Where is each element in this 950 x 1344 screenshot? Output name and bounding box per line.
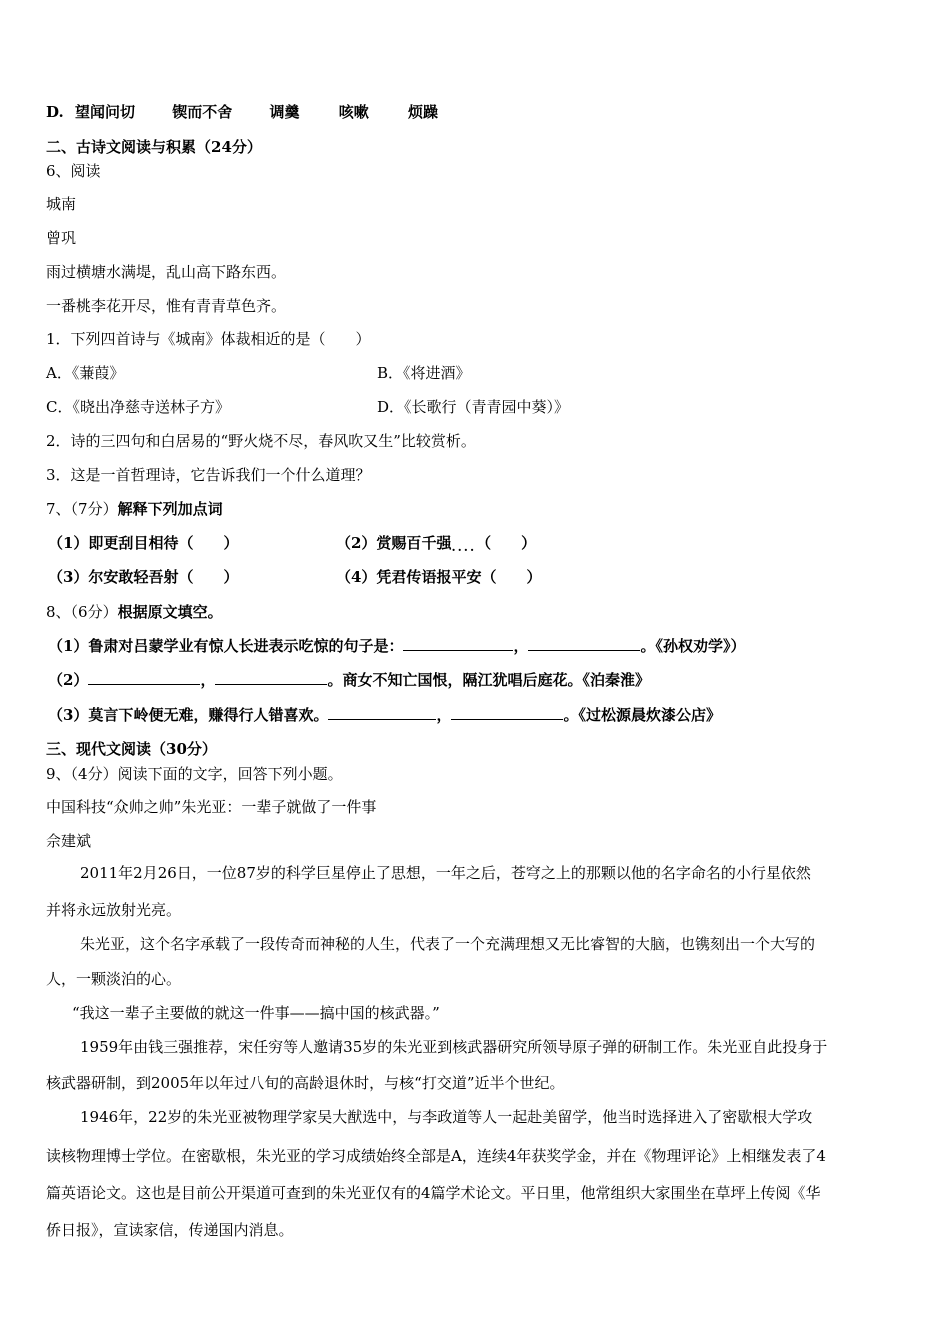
question-label: 9、（4分）阅读下面的文字，回答下列小题。: [46, 765, 343, 783]
article-title: 中国科技“众帅之帅”朱光亚：一辈子就做了一件事: [46, 798, 377, 816]
question-7-heading: [46, 499, 223, 519]
sub-question: 1．下列四首诗与《城南》体裁相近的是（ ）: [46, 330, 371, 348]
q5-option-d: [46, 102, 438, 122]
question-title: 根据原文填空。: [117, 603, 223, 621]
q7-item-blank: （ ）: [476, 534, 537, 552]
question-prefix: 8、（6分）: [46, 603, 118, 621]
fill-text: （3）莫言下岭便无难，赚得行人错喜欢。: [48, 706, 329, 724]
poem-author: 曾巩: [46, 229, 77, 247]
emphasis-dots: ....: [451, 540, 477, 554]
sub-question: 3．这是一首哲理诗，它告诉我们一个什么道理？: [46, 466, 371, 484]
fill-text: 。《过松源晨炊漆公店》: [563, 706, 721, 724]
poem-title: 城南: [46, 195, 77, 213]
fill-text: 。商女不知亡国恨，隔江犹唱后庭花。《泊秦淮》: [327, 671, 650, 689]
fill-text: ，: [436, 706, 452, 724]
question-prefix: 7、（7分）: [46, 500, 118, 518]
paragraph-line: 侨日报》，宣读家信，传递国内消息。: [46, 1221, 294, 1239]
answer-blank[interactable]: [328, 705, 436, 720]
option-item: 烦躁: [407, 103, 438, 121]
question-label: 6、阅读: [46, 162, 101, 180]
fill-line-2: [48, 670, 650, 690]
answer-blank[interactable]: [88, 670, 200, 685]
option-item: 锲而不舍: [172, 103, 233, 121]
paragraph-line: 1946年，22岁的朱光亚被物理学家吴大猷选中，与李政道等人一起赴美留学，他当时选择进入了密歇根大学攻: [80, 1108, 813, 1126]
paragraph-line: 1959年由钱三强推荐，宋任穷等人邀请35岁的朱光亚到核武器研究所领导原子弹的研制工作。朱光亚自此投身于: [80, 1038, 828, 1056]
option-label: D.: [46, 103, 64, 121]
sub-question: 2．诗的三四句和白居易的“野火烧不尽，春风吹又生”比较赏析。: [46, 432, 476, 450]
fill-text: 。《孙权劝学》）: [640, 637, 746, 655]
paragraph-line: 核武器研制，到2005年以年过八旬的高龄退休时，与核“打交道”近半个世纪。: [46, 1074, 565, 1092]
paragraph-line: 读核物理博士学位。在密歇根，朱光亚的学习成绩始终全部是A，连续4年获奖学金，并在《物理评论》上相继发表了4: [46, 1147, 826, 1165]
article-author: 佘建斌: [46, 832, 92, 850]
section-heading: 三、现代文阅读（30分）: [46, 740, 217, 758]
fill-text: （2）: [48, 671, 89, 689]
fill-text: （1）鲁肃对吕蒙学业有惊人长进表示吃惊的句子是：: [48, 637, 404, 655]
question-title: 解释下列加点词: [117, 500, 223, 518]
question-8-heading: [46, 602, 223, 622]
answer-blank[interactable]: [451, 705, 563, 720]
fill-text: ，: [513, 637, 529, 655]
q7-item: （4）凭君传语报平安（ ）: [336, 568, 542, 586]
option-item: 调羹: [269, 103, 300, 121]
paragraph-line: 2011年2月26日，一位87岁的科学巨星停止了思想，一年之后，苍穹之上的那颗以他的名字命名的小行星依然: [80, 864, 811, 882]
q7-item: （3）尔安敢轻吾射（ ）: [48, 568, 239, 586]
q7-item: （1）即更刮目相待（ ）: [48, 534, 239, 552]
answer-blank[interactable]: [215, 670, 327, 685]
section-heading: 二、古诗文阅读与积累（24分）: [46, 138, 262, 156]
fill-line-3: [48, 705, 721, 725]
paragraph-line: 并将永远放射光亮。: [46, 901, 182, 919]
q7-item: [336, 533, 536, 557]
answer-blank[interactable]: [528, 636, 640, 651]
option-item: 咳嗽: [338, 103, 369, 121]
option-c: C．《晓出净慈寺送林子方》: [46, 398, 230, 416]
option-item: 望闻问切: [74, 103, 135, 121]
poem-line: 雨过横塘水满堤，乱山高下路东西。: [46, 263, 287, 281]
fill-text: ，: [200, 671, 216, 689]
option-a: A．《蒹葭》: [46, 364, 125, 382]
q7-item-text: （2）赏赐百千强: [336, 534, 452, 552]
option-b: B．《将进酒》: [377, 364, 471, 382]
paragraph-line: 人，一颗淡泊的心。: [46, 970, 182, 988]
answer-blank[interactable]: [403, 636, 513, 651]
paragraph-line: 朱光亚，这个名字承载了一段传奇而神秘的人生，代表了一个充满理想又无比睿智的大脑，也镌刻出一个大写的: [80, 935, 816, 953]
paragraph-line: “我这一辈子主要做的就这一件事——搞中国的核武器。”: [72, 1004, 440, 1022]
paragraph-line: 篇英语论文。这也是目前公开渠道可查到的朱光亚仅有的4篇学术论文。平日里，他常组织大家围坐在草坪上传阅《华: [46, 1184, 821, 1202]
poem-line: 一番桃李花开尽，惟有青青草色齐。: [46, 297, 287, 315]
fill-line-1: [48, 636, 745, 656]
option-d: D．《长歌行（青青园中葵）》: [377, 398, 570, 416]
